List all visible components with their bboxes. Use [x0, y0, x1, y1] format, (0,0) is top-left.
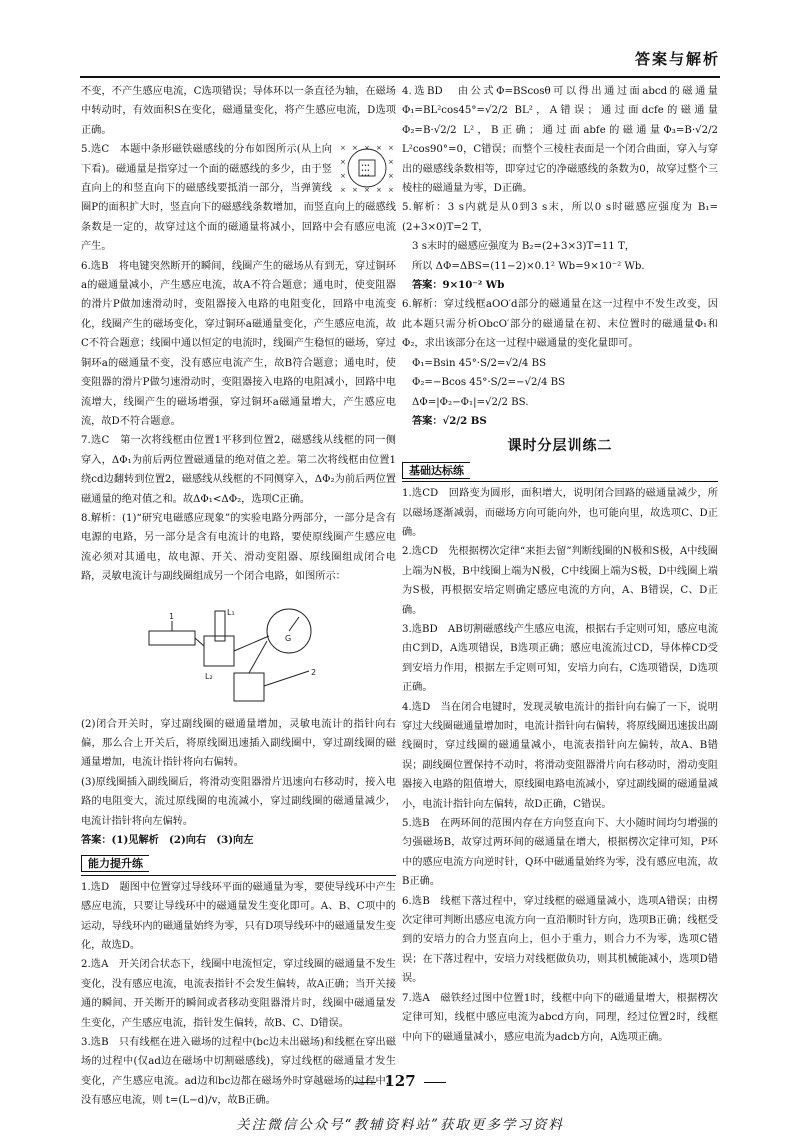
svg-text:×: × [376, 186, 382, 195]
section-header [402, 459, 718, 482]
paragraph: 2.选A 开关闭合状态下，线圈中电流恒定，穿过线圈的磁通量不发生变化，没有感应电流，电流表指针不会发生偏转，故A正确；当开关接通的瞬间、开关断开的瞬间或者移动变阻器滑片时，线圈中磁通量发生变化，产生感应电流，指针发生偏转，故B、C、D错误。 [81, 959, 396, 1029]
page-header [80, 42, 720, 78]
paragraph: 6.选B 线框下落过程中，穿过线框的磁通量减小，选项A错误；由楞次定律可判断出感应电流方向一直沿顺时针方向，选项B正确；线框受到的安培力的合力竖直向上，但小于重力，则合力不为零，选项C错误；在下落过程中，安培力对线框做负功，则其机械能减小，选项D错误。 [402, 895, 718, 985]
paragraph: 5.选C 本题中条形磁铁磁感线的分布如图所示(从上向下看)。磁通量是指穿过一个面的磁感线的多少，由于竖直向上的和竖直向下的磁感线要抵消一部分，当弹簧线圈P的面积扩大时，竖直向下的磁感线条数增加，而竖直向上的磁感线条数是一定的，故穿过这个面的磁通量将减小，回路中会有感应电流产生。 [81, 144, 396, 253]
paragraph: 3 s末时的磁感应强度为 B₂=(2+3×3)T=11 T， [412, 241, 635, 253]
paragraph: 1.选D 题图中位置穿过导线环平面的磁通量为零，要使导线环中产生感应电流，只要让导线环中的磁通量发生变化即可。A、B、C项中的运动，导线环内的磁通量始终为零，只有D项导线环中的磁通量发生变化，故选D。 [81, 881, 396, 952]
svg-text:•••: ••• [361, 168, 370, 175]
paragraph: (3)原线圈插入副线圈后，将滑动变阻器滑片迅速向右移动时，接入电路的电阻变大，流过原线圈的电流减小，穿过副线圈的磁通量减少，电流计指针将向左偏转。 [81, 776, 396, 827]
section-header [81, 852, 396, 875]
svg-text:×: × [364, 186, 370, 195]
label-l2: L₂ [204, 671, 213, 681]
section-label: 基础达标练 [402, 462, 470, 479]
paragraph: 所以 ΔΦ=ΔBS=(11−2)×0.1² Wb=9×10⁻² Wb. [412, 260, 645, 272]
formula: Φ₁=Bsin 45°·S/2=√2/4 BS [412, 357, 547, 369]
paragraph: 5.解析：3 s内就是从0到3 s末，所以0 s时磁感应强度为 B₁=(2+3×0)T=2 T， [402, 202, 718, 233]
svg-text:×: × [388, 144, 394, 153]
right-column [402, 82, 718, 1047]
paragraph: 6.选B 将电键突然断开的瞬间，线圈产生的磁场从有到无，穿过铜环a的磁通量减小，产生感应电流，故A不符合题意；通电时，使变阻器的滑片P做加速滑动时，变阻器接入电路的电阻变化，回路中电流变化，线圈产生的磁场变化，穿过铜环a磁通量变化，产生感应电流，故C不符合题意；线圈中通以恒定的电流时，线圈产生稳恒的磁场，穿过铜环a的磁通量不变，没有感应电流产生，故B符合题意；通电时，使变阻器的滑片P做匀速滑动时，变阻器接入电路的电阻减小，回路中电流增大，线圈产生的磁场增强，穿过铜环a磁通量增大，产生感应电流，故D不符合题意。 [81, 260, 396, 427]
paragraph: 8.解析：(1)“研究电磁感应现象”的实验电路分两部分，一部分是含有电源的电路，另一部分是含有电流计的电路，要使原线圈产生感应电流必须对其通电，故电源、开关、滑动变阻器、原线圈组成闭合电路，灵敏电流计与副线圈组成另一个闭合电路，如图所示： [81, 512, 396, 583]
svg-text:×: × [376, 144, 382, 153]
svg-text:•••: ••• [361, 173, 370, 180]
paragraph: 4.选D 当在闭合电键时，发现灵敏电流计的指针向右偏了一下，说明穿过大线圈磁通量增加时，电流计指针向右偏转，将原线圈迅速拔出副线圈时，穿过线圈的磁通量减小，电流表指针向左偏转，故A、B错误；副线圈位置保持不动时，将滑动变阻器滑片向右移动时，滑动变阻器接入电路的阻值增大，原线圈电路电流减小，穿过副线圈的磁通量减小，电流计指针向左偏转，故D正确，C错误。 [402, 701, 718, 810]
svg-text:×: × [364, 144, 370, 153]
paragraph: 3.选BD AB切割磁感线产生感应电流，根据右手定则可知，感应电流由C到D，A选项错误，B选项正确；感应电流流过CD，导体棒CD受到安培力作用，根据左手定则可知，安培力向右，C选项错误，D选项正确。 [402, 623, 718, 694]
svg-text:×: × [388, 186, 394, 195]
svg-text:×: × [388, 172, 394, 181]
svg-text:×: × [340, 172, 346, 181]
paragraph: 5.选B 在两环间的范围内存在方向竖直向下、大小随时间均匀增强的匀强磁场B，故穿过两环间的磁通量在增大，根据楞次定律可知，P环中的感应电流方向逆时针，Q环中磁通量始终为零，没有感应电流，故B正确。 [402, 818, 718, 888]
svg-text:×: × [388, 158, 394, 167]
paragraph: 不变，不产生感应电流，C选项错误；导体环以一条直径为轴，在磁场中转动时，有效面积S在变化，磁通量变化，将产生感应电流，D选项正确。 [81, 86, 396, 136]
paragraph: 7.选A 磁铁经过图中位置1时，线框中向下的磁通量增大，根据楞次定律可知，线框中感应电流为abcd方向，同理，经过位置2时，线框中向下的磁通量减小，感应电流为adcb方向，A选项正确。 [402, 992, 718, 1043]
answer-line: 答案：9×10⁻² Wb [412, 279, 505, 292]
label-2: 2 [310, 667, 316, 677]
answer-line: 答案：(1)见解析 (2)向右 (3)向左 [81, 834, 254, 846]
label-l1: L₁ [226, 607, 235, 617]
page-number [0, 1072, 800, 1090]
answer-line: 答案：√2/2 BS [412, 414, 487, 427]
circuit-diagram [139, 591, 339, 711]
svg-text:×: × [340, 186, 346, 195]
paragraph: 7.选C 第一次将线框由位置1平移到位置2，磁感线从线框的同一侧穿入，ΔΦ₁为前后两位置磁通量的绝对值之差。第二次将线框由位置1绕cd边翻转到位置2，磁感线从线框的不同侧穿入，ΔΦ₂为前后两位置磁通量的绝对值之和。故ΔΦ₁<ΔΦ₂，选项C正确。 [81, 435, 396, 505]
paragraph: 2.选CD 先根据楞次定律“来拒去留”判断线圈的N极和S极，A中线圈上端为N极，B中线圈上端为N极，C中线圈上端为S极，D中线圈上端为S极，再根据安培定则确定感应电流的方向，A、B错误，C、D正确。 [402, 546, 718, 616]
paragraph: 6.解析：穿过线框aOO′d部分的磁通量在这一过程中不发生改变，因此本题只需分析ObcO′部分的磁通量在初、末位置时的磁通量Φ₁和Φ₂，求出该部分在这一过程中磁通量的变化量即可。 [402, 299, 718, 350]
paragraph: 3.选B 只有线框在进入磁场的过程中(bc边未出磁场)和线框在穿出磁场的过程中(仅ad边在磁场中切割磁感线)，穿过线框的磁通量才发生变化，产生感应电流。ad边和bc边都在磁场外时穿越磁场的过程中，没有感应电流，则 t=(L−d)/v，故B正确。 [81, 1037, 396, 1107]
svg-text:×: × [352, 186, 358, 195]
section-title: 课时分层训练二 [507, 438, 613, 455]
formula: Φ₂=−Bcos 45°·S/2=−√2/4 BS [412, 377, 566, 389]
paragraph: 1.选CD 回路变为圆形，面积增大，说明闭合回路的磁通量减少，所以磁场逐渐减弱，而磁场方向可能向外，也可能向里，故选项C、D正确。 [402, 488, 718, 538]
label-1: 1 [168, 611, 174, 621]
footer-note: 关注微信公众号“教辅资料站”获取更多学习资料 [236, 1117, 564, 1133]
magnetic-field-figure [338, 142, 396, 194]
svg-text:×: × [352, 144, 358, 153]
svg-text:•••: ••• [361, 163, 370, 170]
paragraph: 4.选BD 由公式Φ=BScosθ可以得出通过面abcd的磁通量Φ₁=BL²cos45°=√2/2 BL²，A错误；通过面dcfe的磁通量Φ₂=B·√2/2 L²，B正确；通过面abfe的磁通量Φ₃=B·√2/2 L²cos90°=0，C错误；而整个三棱柱表面是一个闭合曲面，穿入与穿出的磁感线条数相等，即穿过它的净磁感线的条数为0，故穿过整个三棱柱的磁通量为零，D正确。 [402, 86, 718, 195]
header-title: 答案与解析 [634, 50, 720, 68]
formula: ΔΦ=|Φ₂−Φ₁|=√2/2 BS. [412, 396, 529, 408]
label-g: G [284, 633, 291, 643]
svg-text:×: × [340, 144, 346, 153]
svg-text:×: × [340, 158, 346, 167]
left-column [81, 82, 396, 1111]
section-label: 能力提升练 [81, 855, 149, 872]
paragraph: (2)闭合开关时，穿过副线圈的磁通量增加，灵敏电流计的指针向右偏，那么合上开关后，将原线圈迅速插入副线圈中，穿过副线圈的磁通量增加，电流计指针将向右偏转。 [81, 718, 396, 769]
page-number-text: 127 [384, 1072, 416, 1090]
